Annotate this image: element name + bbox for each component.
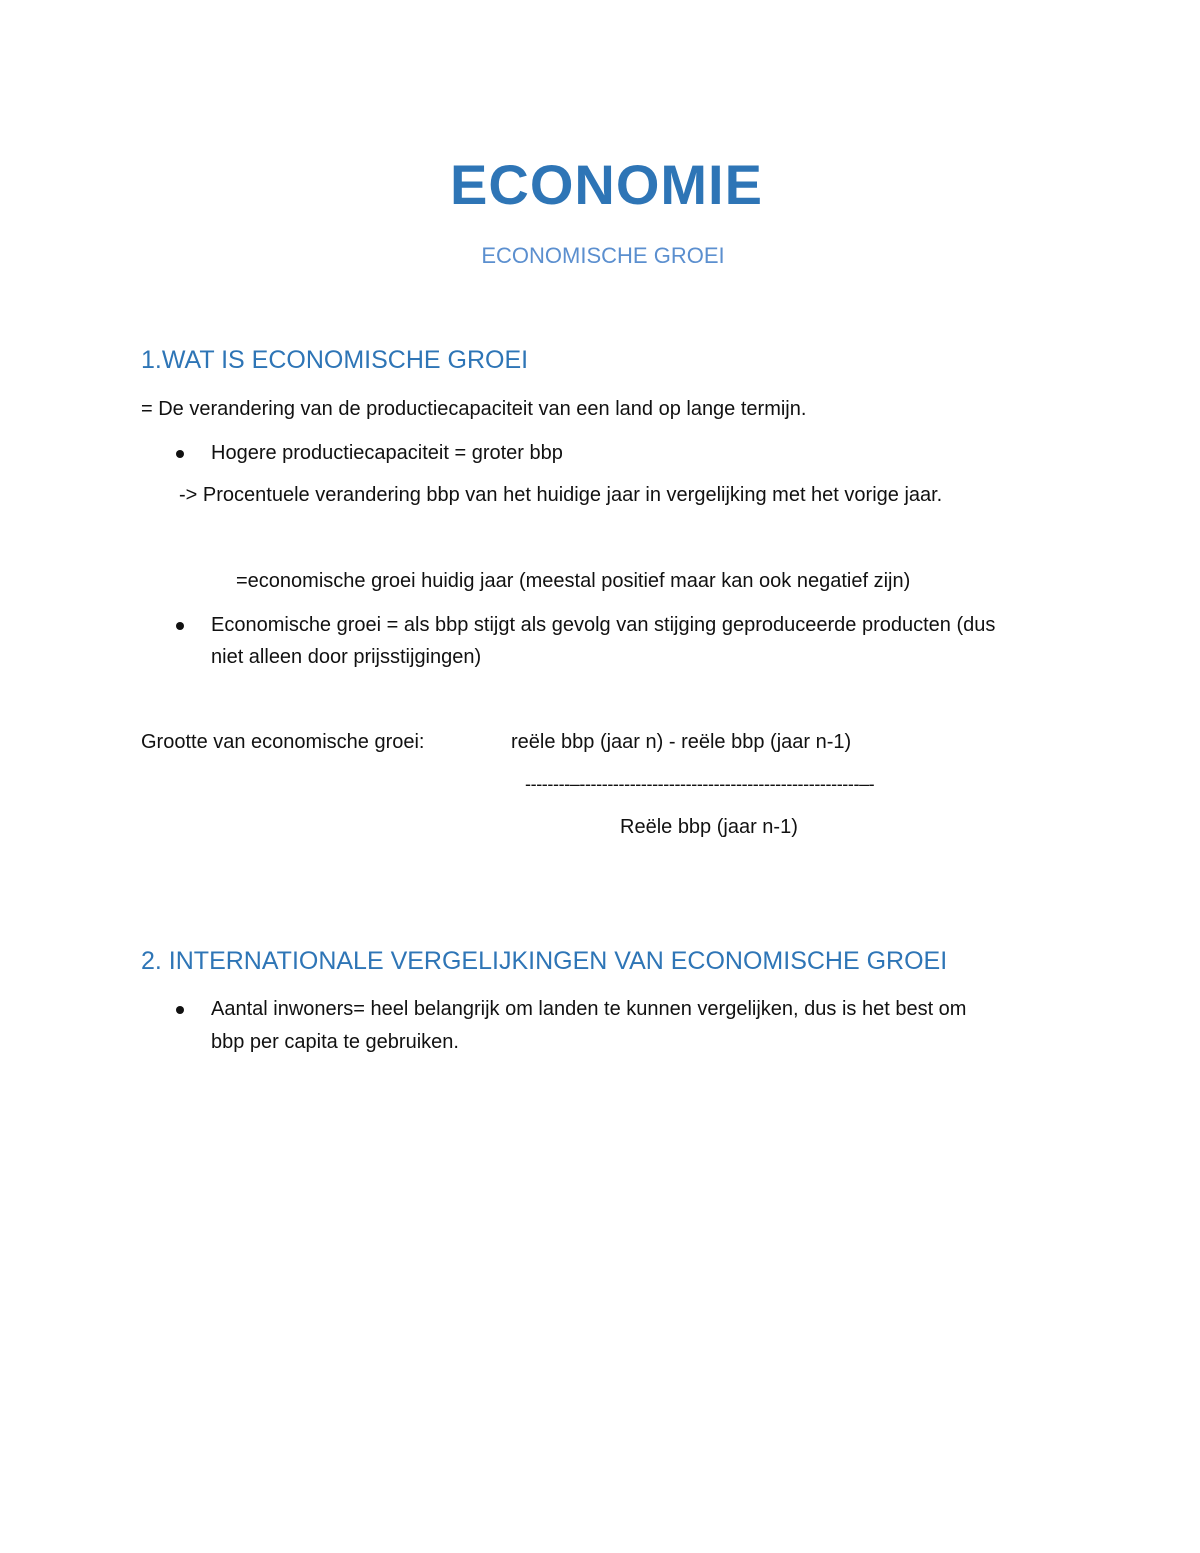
definition-text: = De verandering van de productiecapaciteit van een land op lange termijn. [141, 398, 807, 420]
bullet-icon [176, 622, 184, 630]
bullet-aantal-inwoners-line-1: Aantal inwoners= heel belangrijk om landen te kunnen vergelijken, dus is het best om [211, 998, 967, 1020]
bullet-icon [176, 450, 184, 458]
document-title: ECONOMIE [450, 153, 763, 216]
document-subtitle: ECONOMISCHE GROEI [481, 243, 725, 268]
section-2-heading: 2. INTERNATIONALE VERGELIJKINGEN VAN ECONOMISCHE GROEI [141, 947, 948, 975]
bullet-icon [176, 1006, 184, 1014]
result-line-text: =economische groei huidig jaar (meestal positief maar kan ook negatief zijn) [236, 570, 911, 592]
bullet-economische-groei-line-1: Economische groei = als bbp stijgt als gevolg van stijging geproduceerde producten (dus [211, 614, 996, 636]
bullet-hogere-productiecapaciteit: Hogere productiecapaciteit = groter bbp [211, 442, 563, 464]
bullet-aantal-inwoners-line-2: bbp per capita te gebruiken. [211, 1031, 459, 1053]
formula-denominator: Reële bbp (jaar n-1) [620, 816, 798, 838]
bullet-economische-groei-line-2: niet alleen door prijsstijgingen) [211, 646, 482, 668]
section-1-heading: 1.WAT IS ECONOMISCHE GROEI [141, 346, 529, 374]
arrow-line-text: -> Procentuele verandering bbp van het huidige jaar in vergelijking met het vorige jaar. [179, 484, 943, 506]
formula-divider: --------–--------------------------------------------------–- [525, 774, 875, 794]
formula-numerator: reële bbp (jaar n) - reële bbp (jaar n-1) [511, 731, 852, 753]
formula-label: Grootte van economische groei: [141, 731, 425, 753]
